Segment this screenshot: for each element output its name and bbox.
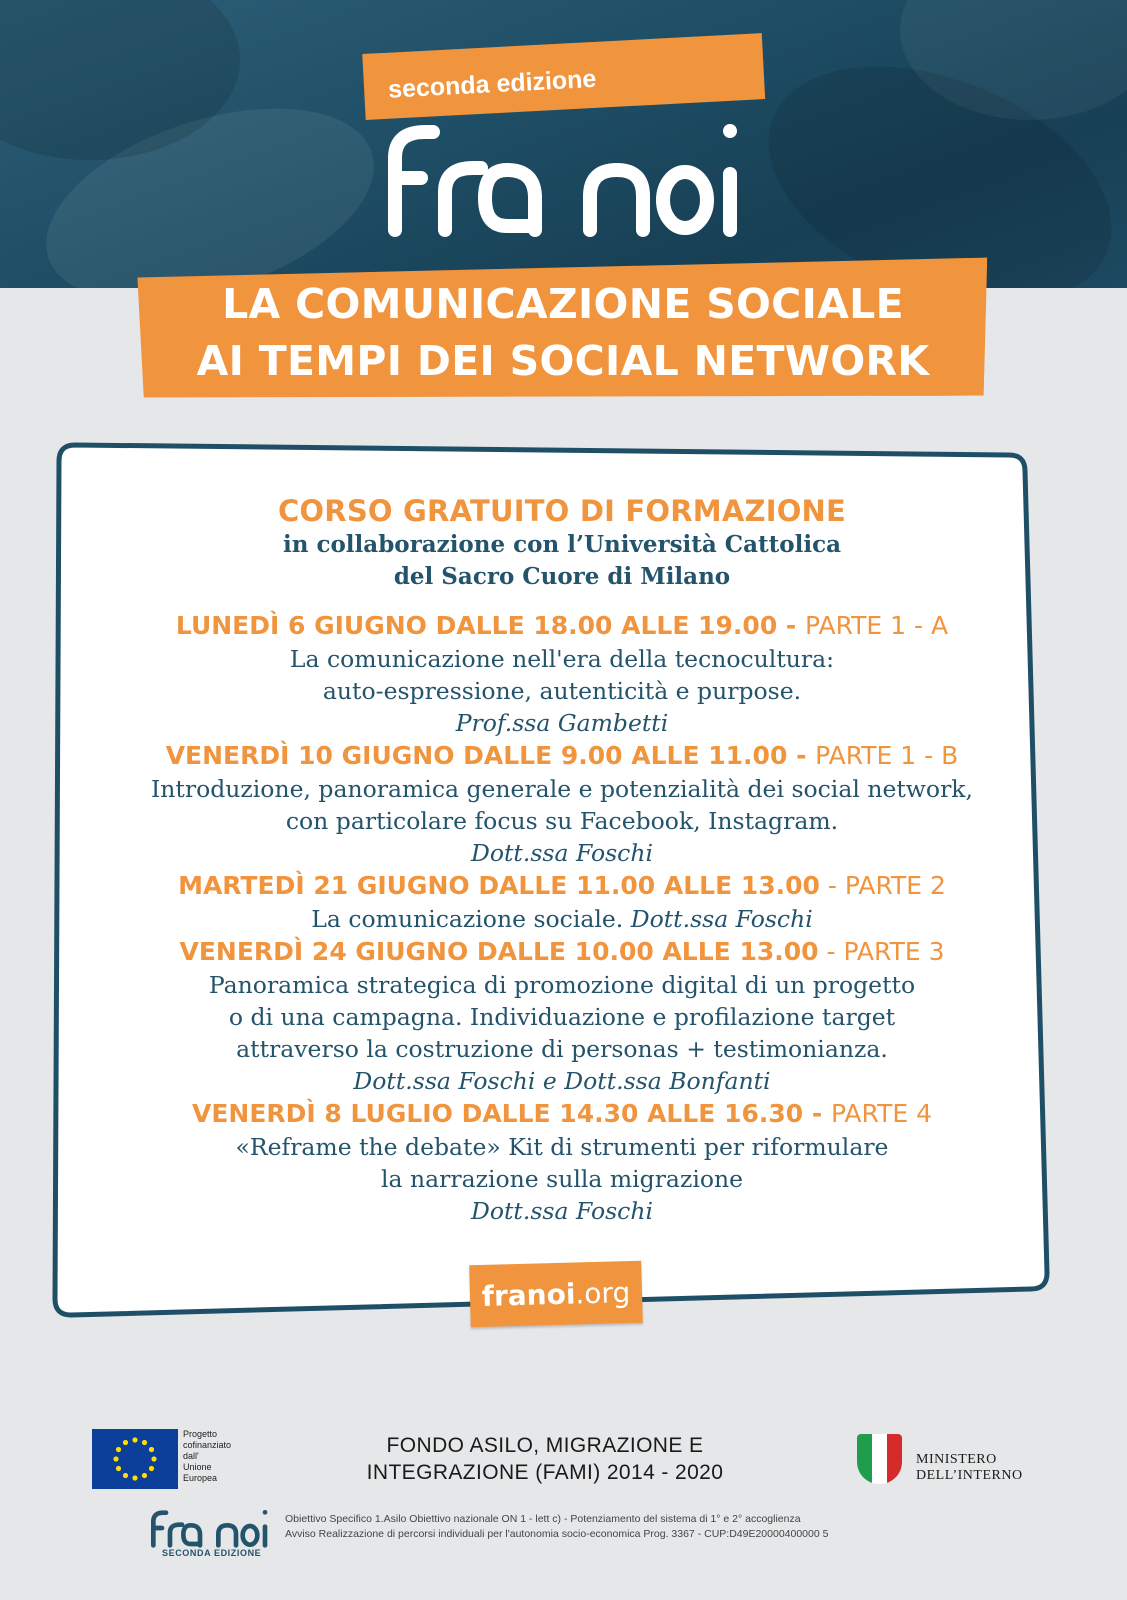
session-date: MARTEDÌ 21 GIUGNO DALLE 11.00 ALLE 13.00 - PARTE 2 (178, 871, 946, 900)
session-description: La comunicazione sociale. Dott.ssa Foschi (311, 905, 813, 933)
eu-star (149, 1466, 154, 1471)
page-title (138, 276, 988, 390)
session-description: Panoramica strategica di promozione digital di un progetto (208, 971, 916, 999)
eu-star (123, 1473, 128, 1478)
course-card (47, 441, 1071, 1341)
logo-subtitle: SECONDA EDIZIONE (162, 1548, 262, 1558)
session-part: PARTE 2 (844, 871, 946, 900)
project-footnote: Obiettivo Specifico 1.Asilo Obiettivo nazionale ON 1 - lett c) - Potenziamento del sistema di 1° e 2° accoglienza Avviso Realizzazione di percorsi individuali per l'autonomia socio-economica Prog. 3367 - CUP:D49E20000400000 5 (285, 1513, 829, 1540)
eu-star (142, 1440, 147, 1445)
website-link[interactable] (469, 1261, 643, 1327)
session-speaker: Prof.ssa Gambetti (455, 709, 669, 737)
session-speaker: Dott.ssa Foschi (471, 839, 653, 867)
session-speaker: Dott.ssa Foschi (630, 905, 813, 933)
session-item (117, 609, 1007, 739)
session-speaker: Dott.ssa Foschi e Dott.ssa Bonfanti (353, 1067, 771, 1095)
course-details (117, 493, 1007, 1227)
eu-cofinancing-text: Progetto cofinanziato dall' Unione Europea (183, 1429, 232, 1483)
fra-noi-logo (385, 118, 745, 238)
session-description: o di una campagna. Individuazione e profilazione target (228, 1003, 896, 1031)
collaboration-line-2: del Sacro Cuore di Milano (393, 563, 731, 590)
ministry-label: MINISTERO DELL’INTERNO (916, 1452, 1023, 1483)
eu-star (132, 1475, 137, 1480)
collaboration-line-1: in collaborazione con l’Università Cattolica (283, 531, 841, 558)
session-description: Introduzione, panoramica generale e potenzialità dei social network, (150, 775, 974, 803)
eu-star (113, 1456, 118, 1461)
session-speaker: Dott.ssa Foschi (471, 1197, 653, 1225)
eu-star (149, 1447, 154, 1452)
session-description: attraverso la costruzione di personas + testimonianza. (236, 1035, 888, 1063)
session-item (117, 739, 1007, 869)
session-date: VENERDÌ 24 GIUGNO DALLE 10.00 ALLE 13.00 - PARTE 3 (179, 937, 945, 966)
eu-star (123, 1440, 128, 1445)
session-part: PARTE 1 - B (815, 741, 959, 770)
session-date: VENERDÌ 8 LUGLIO DALLE 14.30 ALLE 16.30 - PARTE 4 (191, 1099, 933, 1128)
italy-emblem-icon (857, 1434, 902, 1484)
eu-star (132, 1437, 137, 1442)
eu-flag-icon (92, 1429, 178, 1489)
fra-noi-small-logo (150, 1508, 270, 1548)
session-description: auto-espressione, autenticità e purpose. (322, 677, 802, 705)
fund-title: FONDO ASILO, MIGRAZIONE E INTEGRAZIONE (FAMI) 2014 - 2020 (366, 1434, 724, 1484)
eu-star (142, 1473, 147, 1478)
session-part: PARTE 4 (830, 1099, 933, 1128)
session-part: PARTE 3 (843, 937, 945, 966)
eu-star (116, 1447, 121, 1452)
website-tld: .org (574, 1275, 631, 1310)
website-domain: franoi (481, 1276, 576, 1313)
edition-label: seconda edizione (387, 64, 597, 104)
session-date: VENERDÌ 10 GIUGNO DALLE 9.00 ALLE 11.00 - PARTE 1 - B (165, 741, 959, 770)
session-item (117, 869, 1007, 935)
session-list (117, 609, 1007, 1227)
session-part: PARTE 1 - A (805, 611, 949, 640)
title-line-1: LA COMUNICAZIONE SOCIALE (222, 280, 904, 328)
course-heading: CORSO GRATUITO DI FORMAZIONE (277, 494, 847, 528)
session-description: «Reframe the debate» Kit di strumenti per riformulare (235, 1133, 889, 1161)
eu-star (116, 1466, 121, 1471)
session-date: LUNEDÌ 6 GIUGNO DALLE 18.00 ALLE 19.00 - PARTE 1 - A (175, 611, 949, 640)
eu-star (151, 1456, 156, 1461)
session-item (117, 1097, 1007, 1227)
session-description: con particolare focus su Facebook, Instagram. (285, 807, 839, 835)
title-line-2: AI TEMPI DEI SOCIAL NETWORK (196, 337, 930, 385)
session-description: la narrazione sulla migrazione (380, 1165, 744, 1193)
session-description: La comunicazione nell'era della tecnocultura: (289, 645, 835, 673)
session-item (117, 935, 1007, 1097)
